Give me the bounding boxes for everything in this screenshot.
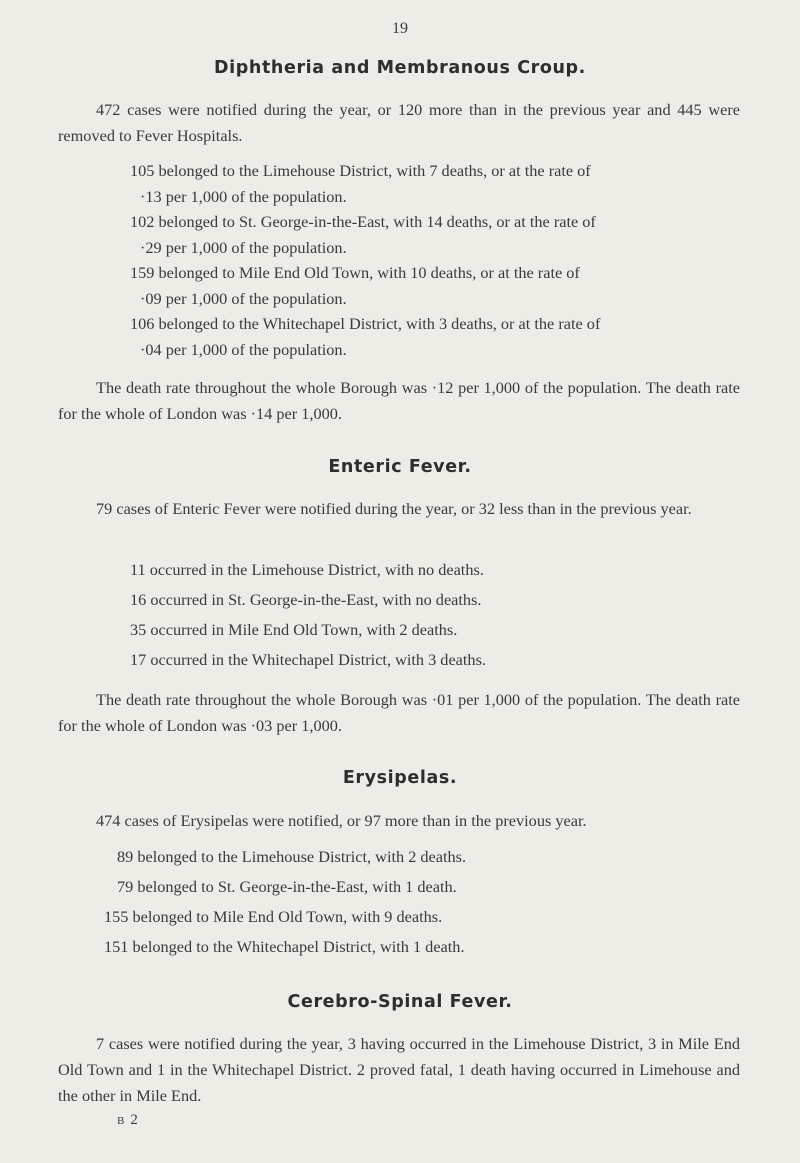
erysipelas-item: 89 belonged to the Limehouse District, with 2 deaths. [117, 847, 467, 866]
signature-number: 2 [130, 1112, 138, 1128]
item-line: 102 belonged to St. George-in-the-East, with 14 deaths, or at the rate of [130, 212, 596, 231]
diphtheria-item [130, 158, 740, 210]
item-line: 159 belonged to Mile End Old Town, with 10 deaths, or at the rate of [130, 263, 580, 282]
signature-letter: B [117, 1115, 125, 1127]
enteric-summary: The death rate throughout the whole Borough was ·01 per 1,000 of the population. The death rate for the whole of London was ·03 per 1,000. [58, 690, 740, 735]
cerebro-text: 7 cases were notified during the year, 3 having occurred in the Limehouse District, 3 in Mile End Old Town and 1 in the Whitechapel District. 2 proved fatal, 1 death having occurred in Limehouse and the other in Mile End. [58, 1034, 740, 1105]
diphtheria-intro: 472 cases were notified during the year, or 120 more than in the previous year and 445 were removed to Fever Hospitals. [58, 100, 740, 145]
enteric-intro: 79 cases of Enteric Fever were notified during the year, or 32 less than in the previous year. [96, 499, 692, 518]
item-line: ·13 per 1,000 of the population. [140, 187, 347, 206]
item-line: 105 belonged to the Limehouse District, with 7 deaths, or at the rate of [130, 161, 591, 180]
item-line: ·04 per 1,000 of the population. [140, 340, 347, 359]
diphtheria-item [130, 260, 740, 312]
section-heading-erysipelas: Erysipelas. [342, 768, 458, 788]
diphtheria-item [130, 209, 740, 261]
enteric-item: 35 occurred in Mile End Old Town, with 2 deaths. [130, 620, 458, 639]
item-line: 106 belonged to the Whitechapel District, with 3 deaths, or at the rate of [130, 314, 601, 333]
item-line: ·29 per 1,000 of the population. [140, 238, 347, 257]
signature-mark [117, 1112, 138, 1129]
section-heading-cerebro-spinal: Cerebro-Spinal Fever. [287, 992, 513, 1012]
erysipelas-intro: 474 cases of Erysipelas were notified, or 97 more than in the previous year. [96, 811, 587, 830]
section-heading-diphtheria: Diphtheria and Membranous Croup. [214, 58, 586, 78]
item-line: ·09 per 1,000 of the population. [140, 289, 347, 308]
section-heading-enteric: Enteric Fever. [328, 457, 472, 477]
erysipelas-item: 155 belonged to Mile End Old Town, with 9 deaths. [104, 907, 443, 926]
enteric-item: 16 occurred in St. George-in-the-East, with no deaths. [130, 590, 482, 609]
diphtheria-summary: The death rate throughout the whole Borough was ·12 per 1,000 of the population. The death rate for the whole of London was ·14 per 1,000. [58, 378, 740, 423]
diphtheria-item [130, 311, 740, 363]
erysipelas-item: 79 belonged to St. George-in-the-East, with 1 death. [117, 877, 457, 896]
enteric-item: 11 occurred in the Limehouse District, with no deaths. [130, 560, 484, 579]
erysipelas-item: 151 belonged to the Whitechapel District, with 1 death. [104, 937, 465, 956]
page-number: 19 [392, 20, 408, 37]
enteric-item: 17 occurred in the Whitechapel District, with 3 deaths. [130, 650, 486, 669]
